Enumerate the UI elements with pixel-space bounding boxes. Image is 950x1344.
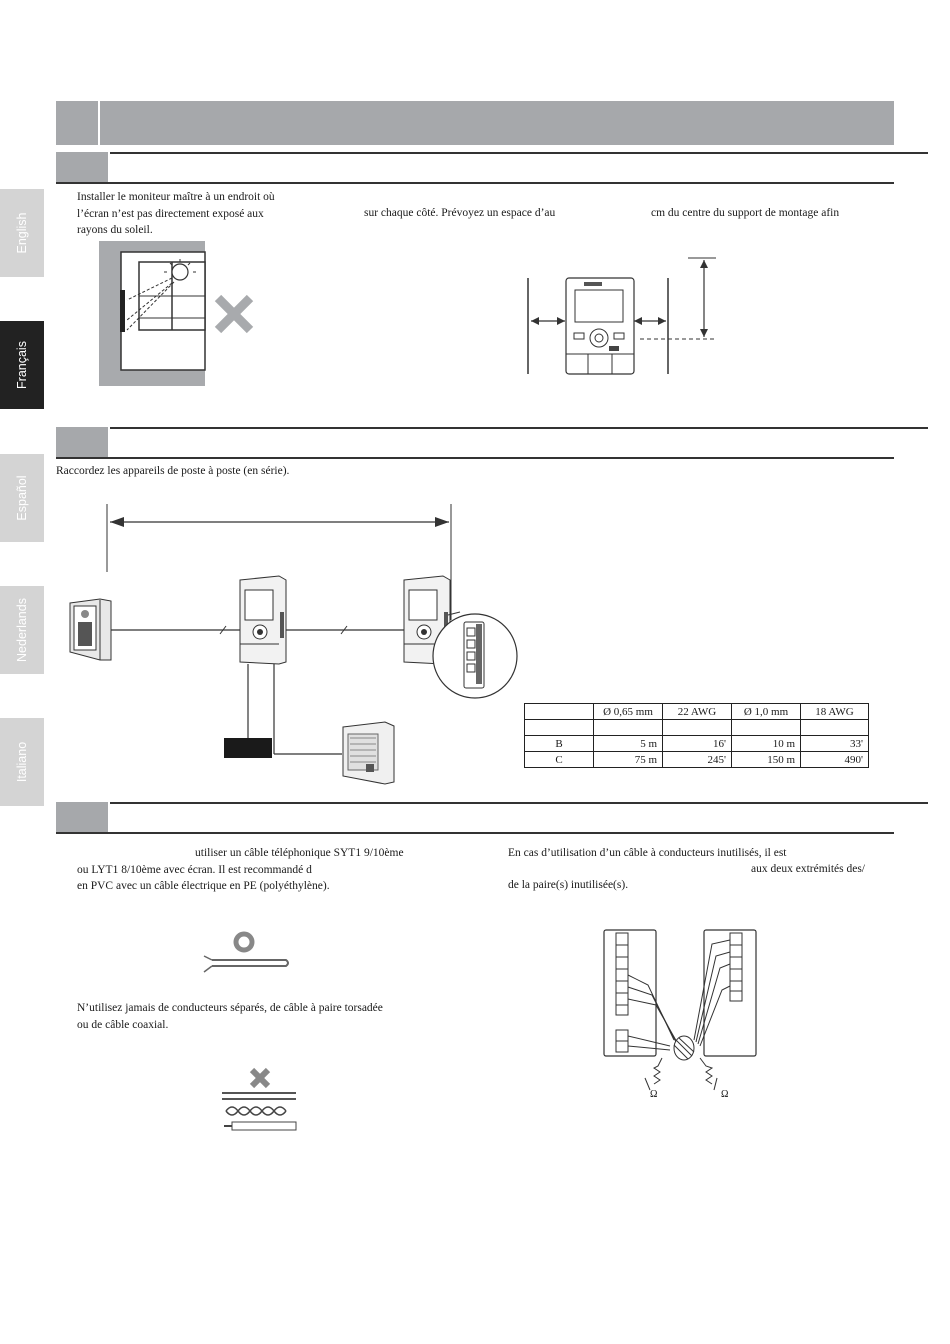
unused-conductor-text-3: de la paire(s) inutilisée(s). — [508, 879, 629, 891]
sunlight-window-illustration — [99, 241, 250, 386]
table-cell: 490' — [801, 752, 869, 768]
master-monitor-icon — [240, 576, 286, 664]
table-cell: C — [525, 752, 594, 768]
spacing-text-b: cm du centre du support de montage afin — [651, 207, 840, 219]
table-cell: Ø 1,0 mm — [732, 704, 801, 720]
table-cell: 150 m — [732, 752, 801, 768]
ohm-label-left: Ω — [650, 1089, 658, 1100]
tab-english-label: English — [15, 212, 29, 254]
tab-italiano-label: Italiano — [15, 741, 29, 783]
text-line: utiliser un câble téléphonique SYT1 9/10ème — [195, 847, 404, 859]
table-cell: Ø 0,65 mm — [594, 704, 663, 720]
monitor-spacing-illustration — [528, 258, 716, 374]
tab-espanol-label: Español — [15, 475, 29, 521]
bad-cables-icon — [222, 1070, 296, 1130]
table-cell: 18 AWG — [801, 704, 869, 720]
table-cell: 75 m — [594, 752, 663, 768]
text-line: Installer le moniteur maître à un endroit où — [77, 191, 275, 203]
unused-conductor-text-2: aux deux extrémités des/ — [751, 863, 866, 875]
resistor-icon — [645, 1058, 662, 1090]
table-cell: 245' — [663, 752, 732, 768]
spacing-text-a: sur chaque côté. Prévoyez un espace d’au — [364, 207, 556, 219]
text-line: rayons du soleil. — [77, 224, 153, 236]
text-line: ou LYT1 8/10ème avec écran. Il est recommandé d — [77, 863, 312, 876]
table-cell: 22 AWG — [663, 704, 732, 720]
door-station-icon — [70, 599, 111, 660]
cross-mark-icon — [252, 1070, 268, 1086]
wiring-diagram — [70, 504, 517, 784]
text-line: en PVC avec un câble électrique en PE (polyéthylène). — [77, 880, 330, 892]
tab-nederlands-label: Nederlands — [15, 598, 29, 662]
chime-icon — [343, 722, 394, 784]
terminal-blocks-diagram — [604, 930, 756, 1090]
cross-mark-icon — [218, 298, 250, 330]
text-line: ou de câble coaxial. — [77, 1018, 169, 1031]
phone-cable-icon — [204, 934, 288, 972]
tab-francais-label: Français — [15, 341, 29, 389]
unused-conductor-text-1: En cas d’utilisation d’un câble à conducteurs inutilisés, il est — [508, 847, 787, 859]
text-line: N’utilisez jamais de conducteurs séparés, de câble à paire torsadée — [77, 1002, 383, 1014]
sun-icon — [172, 264, 188, 280]
wiring-intro-text: Raccordez les appareils de poste à poste (en série). — [56, 465, 290, 477]
ohm-label-right: Ω — [721, 1089, 729, 1100]
table-cell: 16' — [663, 736, 732, 752]
table-cell: 10 m — [732, 736, 801, 752]
table-cell: 5 m — [594, 736, 663, 752]
power-supply-icon — [224, 738, 272, 758]
table-cell: 33' — [801, 736, 869, 752]
text-line: l’écran n’est pas directement exposé aux — [77, 207, 264, 220]
resistor-icon — [700, 1058, 717, 1090]
table-cell: B — [525, 736, 594, 752]
